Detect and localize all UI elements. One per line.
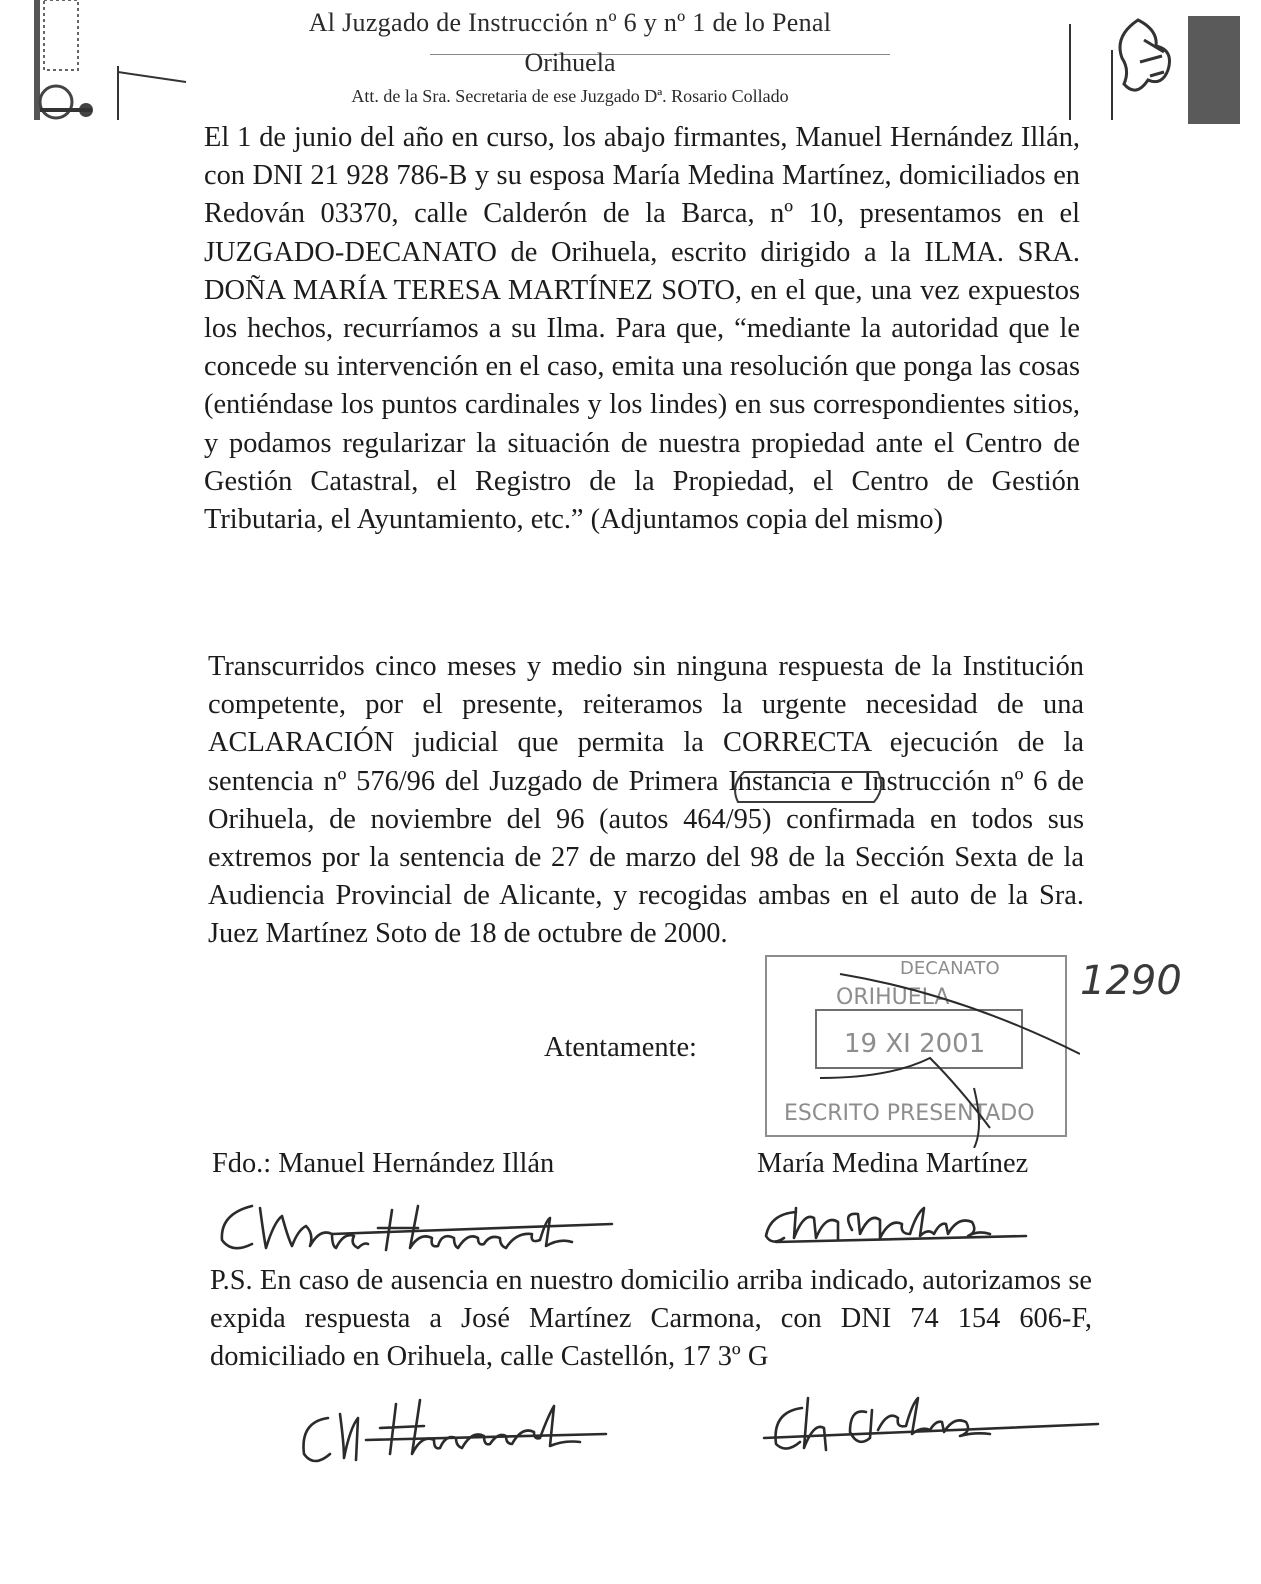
- stamp-line-2: ORIHUELA: [836, 985, 950, 1010]
- postscript-paragraph: P.S. En caso de ausencia en nuestro domicilio arriba indicado, autorizamos se expida respuesta a José Martínez Carmona, con DNI 74 154 606-F, domiciliado en Orihuela, calle Castellón, 17 3º G: [210, 1265, 1092, 1373]
- handwritten-circle-mark: [726, 768, 886, 808]
- stamp-date: 19 XI 2001: [844, 1029, 986, 1059]
- signatory-right-name: María Medina Martínez: [757, 1148, 1029, 1179]
- stamp-handwritten-number: 1290: [1080, 958, 1182, 1004]
- registration-stamp-icon: [760, 948, 1080, 1148]
- attention-line: Att. de la Sra. Secretaria de ese Juzgado Dª. Rosario Collado: [351, 86, 789, 106]
- signature-maria-medina-1: [756, 1190, 1046, 1260]
- addressee-heading: Al Juzgado de Instrucción nº 6 y nº 1 de lo Penal: [308, 8, 832, 37]
- body-paragraph-2: Transcurridos cinco meses y medio sin ninguna respuesta de la Institución competente, por el presente, reiteramos la urgente necesidad de una ACLARACIÓN judicial que permita la CORRECTA ejecución de la sentencia nº 576/96 del Juzgado de Primera Instancia e Instrucción nº 6 de Orihuela, de noviembre del 96 (autos 464/95) confirmada en todos sus extremos por la sentencia de 27 de marzo del 98 de la Sección Sexta de la Audiencia Provincial de Alicante, y recogidas ambas en el auto de la Sra. Juez Martínez Soto de 18 de octubre de 2000.: [208, 651, 1084, 950]
- stamp-line-1: DECANATO: [900, 958, 1000, 979]
- logo-emblem-icon: [1068, 10, 1248, 126]
- body-paragraph-1: El 1 de junio del año en curso, los abajo firmantes, Manuel Hernández Illán, con DNI 21 928 786-B y su esposa María Medina Martínez, domiciliados en Redován 03370, calle Calderón de la Barca, nº 10, presentamos en el JUZGADO-DECANATO de Orihuela, escrito dirigido a la ILMA. SRA. DOÑA MARÍA TERESA MARTÍNEZ SOTO, en el que, una vez expuestos los hechos, recurríamos a su Ilma. Para que, “mediante la autoridad que le concede su intervención en el caso, emita una resolución que ponga las cosas (entiéndase los puntos cardinales y los lindes) en sus correspondientes sitios, y podamos regularizar la situación de nuestra propiedad ante el Centro de Gestión Catastral, el Registro de la Propiedad, el Centro de Gestión Tributaria, el Ayuntamiento, etc.” (Adjuntamos copia del mismo): [204, 122, 1080, 536]
- closing-salutation: Atentamente:: [544, 1032, 697, 1063]
- signatory-left-name: Fdo.: Manuel Hernández Illán: [212, 1148, 555, 1179]
- signature-manuel-hernandez-1: [212, 1188, 632, 1258]
- coat-of-arms-icon: [34, 0, 194, 126]
- addressee-city: Orihuela: [524, 48, 616, 77]
- signature-manuel-hernandez-2: [296, 1384, 626, 1474]
- stamp-line-3: ESCRITO PRESENTADO: [784, 1101, 1035, 1126]
- signature-maria-medina-2: [756, 1386, 1116, 1466]
